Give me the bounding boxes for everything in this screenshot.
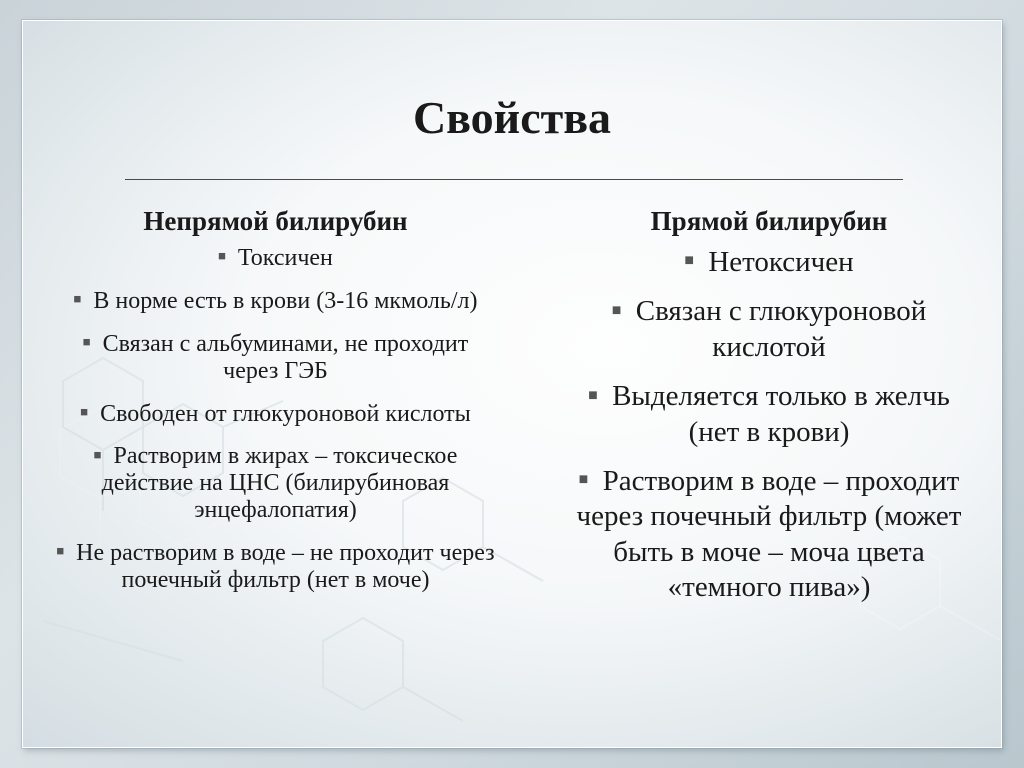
square-bullet-icon: ■ — [578, 471, 589, 489]
slide-card — [22, 20, 1002, 748]
list-item-text: Растворим в воде – проходит через почечный фильтр (может быть в моче – моча цвета «темного пива») — [576, 464, 962, 603]
square-bullet-icon: ■ — [218, 248, 227, 264]
square-bullet-icon: ■ — [93, 446, 102, 462]
list-item-text: Связан с альбуминами, не проходит через ГЭБ — [102, 330, 469, 384]
list-item — [53, 288, 498, 315]
list-item — [563, 379, 975, 450]
list-item-text: Растворим в жирах – токсическое действие на ЦНС (билирубиновая энцефалопатия) — [101, 443, 458, 524]
list-item — [563, 245, 975, 280]
list-item-text: Нетоксичен — [708, 246, 854, 278]
list-item-text: Свободен от глюкуроновой кислоты — [100, 400, 471, 427]
list-item — [53, 331, 498, 385]
list-item-text: Выделяется только в желчь (нет в крови) — [612, 380, 950, 448]
list-item — [53, 245, 498, 272]
square-bullet-icon: ■ — [82, 334, 91, 350]
title-divider — [125, 179, 903, 180]
square-bullet-icon: ■ — [56, 543, 65, 559]
indirect-bilirubin-list — [53, 245, 498, 594]
direct-bilirubin-list — [563, 245, 975, 605]
square-bullet-icon: ■ — [588, 386, 598, 404]
direct-bilirubin-column — [563, 206, 975, 619]
list-item-text: Токсичен — [237, 245, 333, 271]
list-item — [563, 294, 975, 365]
square-bullet-icon: ■ — [611, 301, 622, 319]
square-bullet-icon: ■ — [80, 403, 89, 419]
indirect-bilirubin-column — [53, 206, 498, 610]
direct-bilirubin-heading: Прямой билирубин — [650, 206, 888, 236]
slide-title: Свойства — [412, 92, 612, 143]
square-bullet-icon: ■ — [73, 291, 82, 307]
list-item — [53, 401, 498, 428]
list-item-text: Не растворим в воде – не проходит через почечный фильтр (нет в моче) — [76, 540, 495, 593]
list-item-text: В норме есть в крови (3-16 мкмоль/л) — [93, 287, 478, 314]
list-item — [563, 464, 975, 606]
list-item-text: Связан с глюкуроновой кислотой — [635, 295, 927, 363]
list-item — [53, 443, 498, 524]
list-item — [53, 540, 498, 594]
indirect-bilirubin-heading: Непрямой билирубин — [143, 206, 408, 236]
square-bullet-icon: ■ — [684, 252, 694, 270]
